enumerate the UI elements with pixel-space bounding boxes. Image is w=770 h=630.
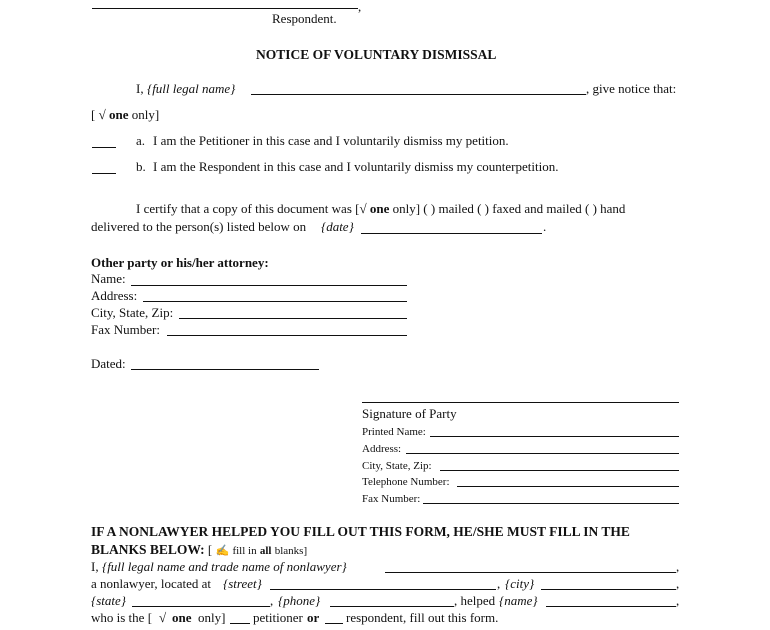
option-b-blank[interactable]	[92, 173, 116, 174]
other-party-city-label: City, State, Zip:	[91, 305, 174, 320]
one-label: one	[172, 610, 192, 625]
signature-label: Signature of Party	[362, 406, 457, 421]
respondent-label: Respondent.	[272, 11, 337, 26]
option-a-letter: a.	[136, 133, 146, 148]
certify-text-b: only] ( ) mailed ( ) faxed and mailed ( ) hand	[392, 201, 626, 216]
sig-address-line[interactable]	[406, 453, 679, 454]
city-line[interactable]	[541, 589, 676, 590]
nonlawyer-name-placeholder: {full legal name and trade name of nonlawyer}	[102, 559, 347, 574]
street-placeholder: {street}	[223, 576, 262, 591]
other-party-fax-label: Fax Number:	[91, 322, 160, 337]
comma: ,	[676, 576, 680, 591]
comma: ,	[358, 0, 362, 14]
blanks-below-label: BLANKS BELOW:	[91, 542, 205, 557]
helped-name-line[interactable]	[546, 606, 676, 607]
one-label: one	[108, 107, 129, 122]
date-placeholder: {date}	[321, 219, 354, 234]
comma: ,	[270, 593, 274, 608]
certify-date-line[interactable]	[361, 233, 542, 234]
respondent-signature-line[interactable]	[92, 8, 358, 9]
nonlawyer-heading-line2	[91, 542, 307, 559]
intro-suffix: , give notice that:	[586, 81, 677, 96]
certify-text-a: I certify that a copy of this document was [	[136, 201, 360, 216]
street-line[interactable]	[270, 589, 496, 590]
sig-fax-line[interactable]	[423, 503, 679, 504]
helped-label: , helped	[454, 593, 496, 608]
dated-label: Dated:	[91, 356, 126, 371]
certify-line-2: delivered to the person(s) listed below on	[91, 219, 307, 234]
signature-line[interactable]	[362, 402, 679, 403]
sig-fax-label: Fax Number:	[362, 493, 421, 505]
nonlawyer-name-line[interactable]	[385, 572, 676, 573]
page-title: NOTICE OF VOLUNTARY DISMISSAL	[256, 47, 497, 62]
nonlawyer-row2-prefix: a nonlawyer, located at	[91, 576, 212, 591]
other-party-name-label: Name:	[91, 271, 126, 286]
printed-name-label: Printed Name:	[362, 426, 426, 438]
sig-address-label: Address:	[362, 443, 402, 455]
petitioner-label: petitioner	[253, 610, 303, 625]
bracket: [	[207, 542, 213, 557]
comma: ,	[676, 559, 680, 574]
only-label: only]	[198, 610, 226, 625]
comma: ,	[497, 576, 501, 591]
other-party-address-line[interactable]	[143, 301, 407, 302]
check-icon: √	[98, 107, 106, 122]
petitioner-blank[interactable]	[230, 623, 250, 624]
other-party-heading: Other party or his/her attorney:	[91, 255, 269, 270]
printed-name-line[interactable]	[430, 436, 679, 437]
sig-phone-line[interactable]	[457, 486, 679, 487]
or-label: or	[307, 610, 320, 625]
sig-phone-label: Telephone Number:	[362, 476, 450, 488]
respondent-label: respondent, fill out this form.	[346, 610, 499, 625]
nonlawyer-row4-a: who is the [	[91, 610, 153, 625]
fill-in-text: fill in	[232, 545, 257, 557]
check-icon: √	[159, 610, 167, 625]
phone-line[interactable]	[330, 606, 454, 607]
name-placeholder: {name}	[499, 593, 538, 608]
dated-line[interactable]	[131, 369, 319, 370]
respondent-blank[interactable]	[325, 623, 343, 624]
sig-city-label: City, State, Zip:	[362, 460, 432, 472]
check-icon: √	[359, 201, 367, 216]
full-name-line[interactable]	[251, 94, 586, 95]
other-party-fax-line[interactable]	[167, 335, 407, 336]
bracket: [	[91, 107, 96, 122]
certify-period: .	[543, 219, 547, 234]
all-label: all	[259, 545, 272, 557]
intro-prefix: I,	[136, 81, 144, 96]
option-a-blank[interactable]	[92, 147, 116, 148]
nonlawyer-row1-prefix: I,	[91, 559, 99, 574]
other-party-name-line[interactable]	[131, 285, 407, 286]
full-name-placeholder: {full legal name}	[147, 81, 236, 96]
state-placeholder: {state}	[91, 593, 126, 608]
other-party-address-label: Address:	[91, 288, 138, 303]
state-line[interactable]	[132, 606, 270, 607]
select-one-instruction	[91, 107, 159, 123]
pen-icon: ✍	[215, 545, 230, 557]
blanks-text: blanks]	[274, 545, 308, 557]
option-a-text: I am the Petitioner in this case and I voluntarily dismiss my petition.	[153, 133, 509, 148]
option-b-text: I am the Respondent in this case and I voluntarily dismiss my counterpetition.	[153, 159, 559, 174]
nonlawyer-heading-line1: IF A NONLAWYER HELPED YOU FILL OUT THIS FORM, HE/SHE MUST FILL IN THE	[91, 524, 630, 539]
phone-placeholder: {phone}	[278, 593, 321, 608]
other-party-city-line[interactable]	[179, 318, 407, 319]
sig-city-line[interactable]	[440, 470, 679, 471]
city-placeholder: {city}	[505, 576, 535, 591]
one-label: one	[369, 201, 390, 216]
comma: ,	[676, 593, 680, 608]
certify-line-1	[136, 201, 625, 217]
option-b-letter: b.	[136, 159, 146, 174]
only-label: only]	[131, 107, 160, 122]
